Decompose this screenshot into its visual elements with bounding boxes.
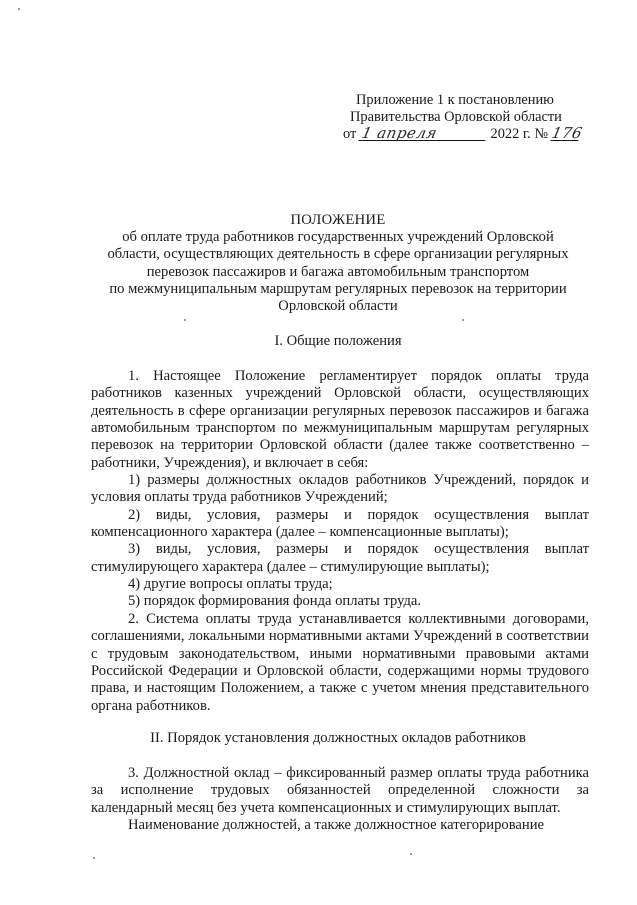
paragraph-2: 2. Система оплаты труда устанавливается коллективными договорами, соглашениями, локальными нормативными актами Учреждений в соответствии с трудовым законодательством, иными нормативными правовыми актами Российской Федерации и Орловской области, содержащими нормы трудового права, и настоящим Положением, а также с учетом мнения представительного органа работников. (91, 610, 589, 714)
approval-from-label: от (343, 126, 357, 142)
title-line: Орловской области (278, 298, 398, 315)
paragraph-3: 3. Должностной оклад – фиксированный размер оплаты труда работника за исполнение трудовых обязанностей определенной сложности за календарный месяц без учета компенсационных и стимулирующих выплат. (91, 765, 589, 816)
approval-year-label: 2022 г. № (490, 126, 549, 142)
approval-line-3 (343, 126, 603, 143)
title-line: области, осуществляющих деятельность в сфере организации регулярных (107, 246, 569, 263)
title-line: об оплате труда работников государственных учреждений Орловской (122, 229, 554, 246)
paragraph-1: 1. Настоящее Положение регламентирует порядок оплаты труда работников казенных учреждений Орловской области, осуществляющих деятельность в сфере организации регулярных перевозок пассажиров и багажа автомобильным транспортом по межмуниципальным маршрутам регулярных перевозок на территории Орловской области (далее также соответственно – работники, Учреждения), и включает в себя: (91, 368, 589, 471)
document-title (80, 212, 596, 315)
handwritten-date: 1 апреля (358, 126, 488, 141)
list-item-4: 4) другие вопросы оплаты труда; (128, 576, 333, 593)
list-item-2: 2) виды, условия, размеры и порядок осуществления выплат компенсационного характера (далее – компенсационные выплаты); (91, 506, 589, 541)
approval-line-2: Правительства Орловской области (350, 109, 562, 125)
scan-speck (18, 8, 20, 10)
list-item-3: 3) виды, условия, размеры и порядок осуществления выплат стимулирующего характера (далее – стимулирующие выплаты); (91, 541, 589, 575)
scan-speck (93, 857, 95, 859)
title-line: перевозок пассажиров и багажа автомобильным транспортом (146, 263, 530, 280)
title-heading: ПОЛОЖЕНИЕ (290, 212, 386, 228)
scan-speck (184, 319, 186, 321)
paragraph-4: Наименование должностей, а также должностное категорирование (128, 817, 544, 834)
handwritten-number: 176 (549, 124, 584, 142)
scan-speck (410, 853, 412, 855)
approval-block (343, 92, 603, 143)
section-2-body (91, 765, 589, 834)
section-1-heading: I. Общие положения (274, 333, 402, 349)
title-line: по межмуниципальным маршрутам регулярных перевозок на территории (109, 280, 567, 297)
list-item-5: 5) порядок формирования фонда оплаты труда. (128, 593, 422, 610)
section-1-body (91, 368, 589, 715)
approval-line-1: Приложение 1 к постановлению (356, 92, 554, 108)
scan-speck (462, 319, 464, 321)
section-2-heading: II. Порядок установления должностных окладов работников (150, 730, 526, 746)
list-item-1: 1) размеры должностных окладов работников Учреждений, порядок и условия оплаты труда работников Учреждений; (91, 472, 589, 506)
